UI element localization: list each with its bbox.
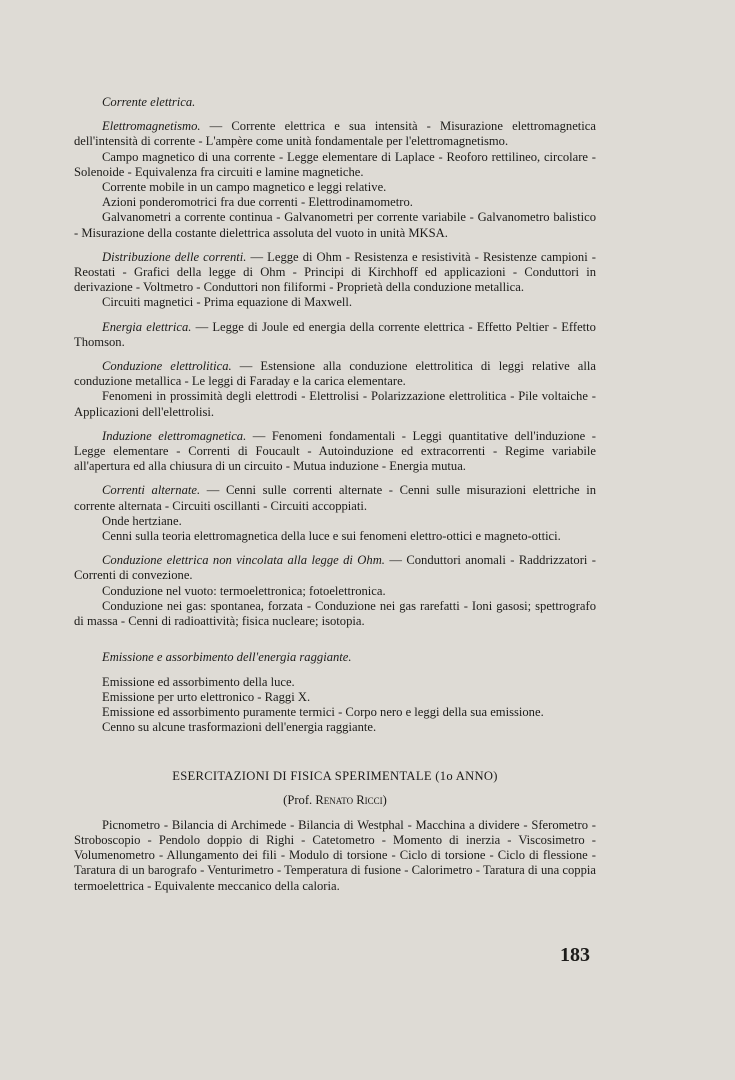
paragraph-energia xyxy=(74,320,596,350)
paragraph: Conduzione nei gas: spontanea, forzata - Conduzione nei gas rarefatti - Ioni gasosi; spettrografo di massa - Cenni di radioattività; fisica nucleare; isotopia. xyxy=(74,598,596,629)
topic-lead: Correnti alternate. xyxy=(102,483,201,498)
paragraph: Corrente mobile in un campo magnetico e leggi relative. xyxy=(102,180,387,195)
exercises-title: ESERCITAZIONI DI FISICA SPERIMENTALE (1o ANNO) xyxy=(172,769,498,784)
topic-lead: Energia elettrica. xyxy=(102,319,192,334)
paragraph: Conduzione nel vuoto: termoelettronica; fotoelettronica. xyxy=(102,583,386,598)
topic-lead: Induzione elettromagnetica. xyxy=(102,428,247,443)
topic-lead: Elettromagnetismo. xyxy=(102,119,201,134)
page-content xyxy=(74,95,596,894)
paragraph-induzione xyxy=(74,429,596,475)
paragraph-correnti-alternate xyxy=(74,483,596,513)
paragraph: Onde hertziane. xyxy=(102,513,182,528)
page-number: 183 xyxy=(560,944,590,966)
paragraph-conduzione-non-vincolata xyxy=(74,553,596,583)
paragraph-text: — Fenomeni fondamentali - Leggi quantitative dell'induzione - Legge elementare - Correnti di Foucault - Autoinduzione ed extracorrenti - Regime variabile all'apertura ed alla chiusura di un circuito - Mutua induzione - Energia mutua. xyxy=(74,428,596,474)
professor-prefix: (Prof. xyxy=(283,792,316,807)
paragraph: Campo magnetico di una corrente - Legge elementare di Laplace - Reoforo rettilineo, circolare - Solenoide - Equivalenza fra circuiti e lamine magnetiche. xyxy=(74,149,596,179)
paragraph: Emissione per urto elettronico - Raggi X. xyxy=(102,689,311,704)
paragraph-conduzione-elettrolitica xyxy=(74,359,596,389)
paragraph-elettromagnetismo xyxy=(74,119,596,149)
topic-lead: Conduzione elettrolitica. xyxy=(102,359,232,374)
topic-lead: Conduzione elettrica non vincolata alla legge di Ohm. xyxy=(102,553,385,568)
paragraph-text: — Conduttori anomali - Raddrizzatori - Correnti di convezione. xyxy=(74,553,596,583)
professor-line xyxy=(74,793,596,808)
paragraph: Cenni sulla teoria elettromagnetica della luce e sui fenomeni elettro-ottici e magneto-ottici. xyxy=(102,529,561,544)
paragraph: Cenno su alcune trasformazioni dell'energia raggiante. xyxy=(102,720,377,735)
paragraph-text: — Estensione alla conduzione elettrolitica di leggi relative alla conduzione metallica - Le leggi di Faraday e la carica elementare. xyxy=(74,359,596,389)
paragraph-exercises-list: Picnometro - Bilancia di Archimede - Bilancia di Westphal - Macchina a dividere - Sferometro - Stroboscopio - Pendolo doppio di Righi - Catetometro - Momento di inerzia - Viscosimetro - Volumenometro - Allungamento dei fili - Modulo di torsione - Ciclo di torsione - Ciclo di flessione - Taratura di un barografo - Venturimetro - Temperatura di fusione - Calorimetro - Taratura di una coppia termoelettrica - Equivalente meccanico della caloria. xyxy=(74,817,596,893)
paragraph-text: — Corrente elettrica e sua intensità - Misurazione elettromagnetica dell'intensità di corrente - L'ampère come unità fondamentale per l'elettromagnetismo. xyxy=(74,119,596,149)
section-heading-emissione: Emissione e assorbimento dell'energia raggiante. xyxy=(102,650,352,665)
paragraph: Circuiti magnetici - Prima equazione di Maxwell. xyxy=(102,295,353,310)
paragraph: Azioni ponderomotrici fra due correnti - Elettrodinamometro. xyxy=(102,195,413,210)
paragraph-text: — Legge di Joule ed energia della corrente elettrica - Effetto Peltier - Effetto Thomson. xyxy=(74,319,596,349)
topic-lead: Distribuzione delle correnti. xyxy=(102,249,247,264)
section-heading-corrente-elettrica: Corrente elettrica. xyxy=(102,95,196,109)
paragraph-text: — Legge di Ohm - Resistenza e resistività - Resistenze campioni - Reostati - Grafici della legge di Ohm - Principi di Kirchhoff ed applicazioni - Conduttori in derivazione - Voltmetro - Conduttori non filiformi - Proprietà della conduzione metallica. xyxy=(74,249,596,295)
paragraph-text: — Cenni sulle correnti alternate - Cenni sulle misurazioni elettriche in corrente alternata - Circuiti oscillanti - Circuiti accoppiati. xyxy=(74,483,597,513)
paragraph: Fenomeni in prossimità degli elettrodi - Elettrolisi - Polarizzazione elettrolitica - Pile voltaiche - Applicazioni dell'elettrolisi. xyxy=(74,389,596,419)
professor-suffix: ) xyxy=(382,792,387,807)
paragraph: Galvanometri a corrente continua - Galvanometri per corrente variabile - Galvanometro balistico - Misurazione della costante dielettrica assoluta del vuoto in unità MKSA. xyxy=(74,210,596,240)
professor-name: Renato Ricci xyxy=(315,792,383,807)
paragraph-distribuzione xyxy=(74,250,596,296)
paragraph: Emissione ed assorbimento puramente termici - Corpo nero e leggi della sua emissione. xyxy=(102,704,544,719)
paragraph: Emissione ed assorbimento della luce. xyxy=(102,674,295,689)
